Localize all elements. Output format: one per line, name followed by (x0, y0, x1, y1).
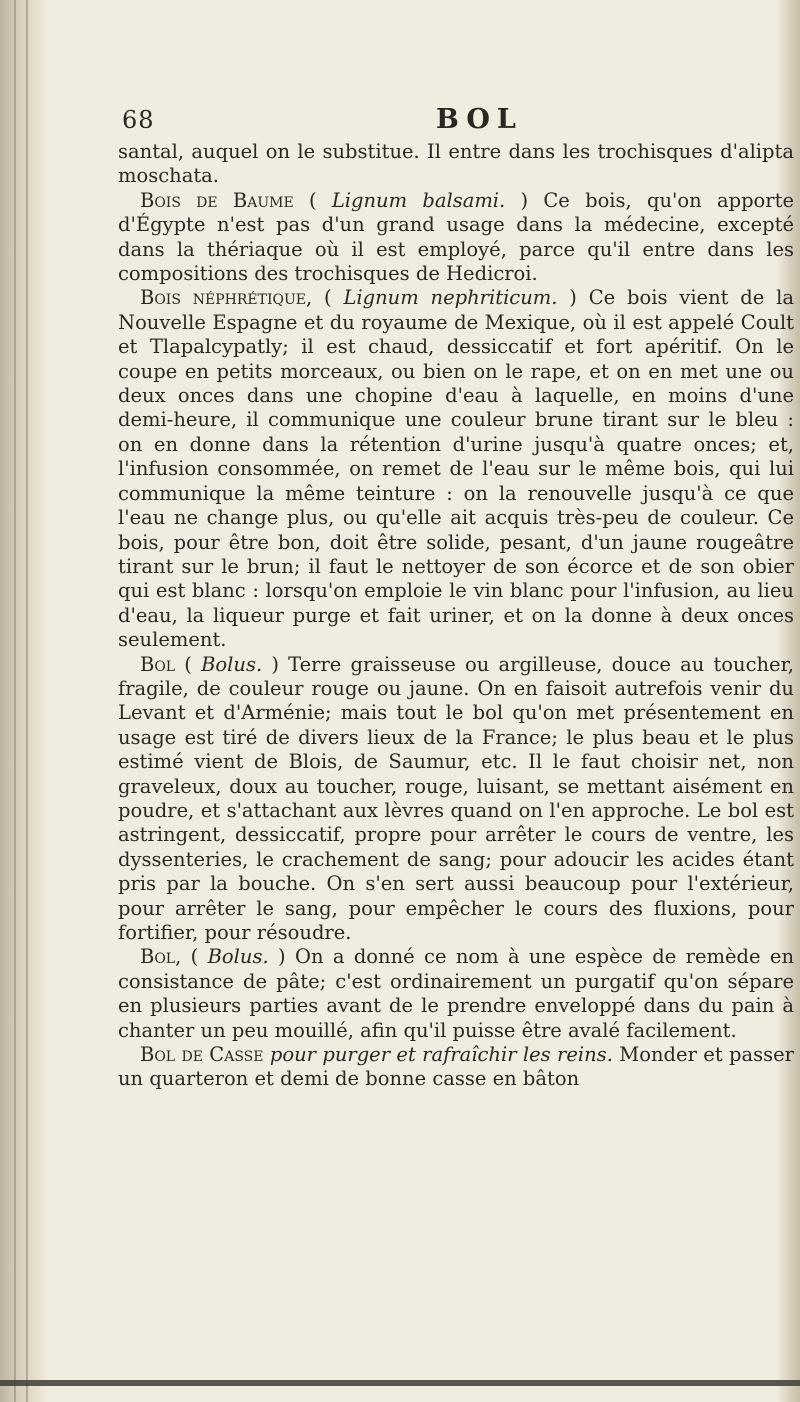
entry-bol-de-casse (118, 1043, 794, 1092)
entry-bois-nephretique: Bois néphrétique, ( Lignum nephriticum. ) Ce bois vient de la Nouvelle Espagne et du royaume de Mexique, où il est appelé Coult et Tlapalcypatly; il est chaud, dessiccatif et fort apéritif. On le coupe en petits morceaux, ou bien on le rape, et on en met une ou deux onces dans une chopine d'eau à laquelle, en moins d'une demi-heure, il communique une couleur brune tirant sur le bleu : on en donne dans la rétention d'urine jusqu'à quatre onces; et, l'infusion consommée, on remet de l'eau sur le même bois, qui lui communique la même teinture : on la renouvelle jusqu'à ce que l'eau ne change plus, ou qu'elle ait acquis très-peu de couleur. Ce bois, pour être bon, doit être solide, pesant, d'un jaune rougeâtre tirant sur le brun; il faut le nettoyer de son écorce et de son obier qui est blanc : lorsqu'on emploie le vin blanc pour l'infusion, au lieu d'eau, la liqueur purge et fait uriner, et on la donne à deux onces seulement. (118, 286, 795, 652)
entry-latin: Bolus. (207, 945, 269, 969)
running-head (118, 100, 794, 140)
entry-head: Bol de Casse (140, 1043, 264, 1067)
entry-bol-remede: Bol, ( Bolus. ) On a donné ce nom à une espèce de remède en consistance de pâte; c'est ordinairement un purgatif qu'on sépare en plusieurs parties avant de le prendre enveloppé dans du pain à chanter un peu mouillé, afin qu'il puisse être avalé facilement. (118, 945, 795, 1042)
binding-line (26, 0, 28, 1402)
entry-head: Bois de Baume (140, 188, 294, 212)
entry-head: Bol (140, 652, 176, 676)
binding-line (14, 0, 16, 1402)
page-number: 68 (122, 106, 155, 134)
entry-text: On a donné ce nom à une espèce de remède en consistance de pâte; c'est ordinairement un purgatif qu'on sépare en plusieurs parties avant de le prendre enveloppé dans du pain à chanter un peu mouillé, afin qu'il puisse être avalé facilement. (118, 945, 795, 1042)
running-head-word: BOL (436, 104, 523, 135)
bottom-rule (0, 1380, 800, 1386)
entry-title: pour purger et rafraîchir les reins. (269, 1043, 613, 1067)
page (118, 100, 794, 1092)
entry-head: Bol (140, 945, 176, 969)
paragraph (118, 140, 794, 189)
entry-latin: Lignum balsami. (331, 188, 506, 212)
entry-latin: Bolus. (201, 652, 263, 676)
entry-text: Ce bois, qu'on apporte d'Égypte n'est pas d'un grand usage dans la médecine, excepté dans la thériaque où il est employé, parce qu'il entre dans les compositions des trochisques de Hedicroi. (118, 188, 794, 286)
entry-bol: Bol ( Bolus. ) Terre graisseuse ou argilleuse, douce au toucher, fragile, de couleur rouge ou jaune. On en faisoit autrefois venir du Levant et d'Arménie; mais tout le bol qu'on met présentement en usage est tiré de divers lieux de la France; le plus beau et le plus estimé vient de Blois, de Saumur, etc. Il le faut choisir net, non graveleux, doux au toucher, rouge, luisant, se mettant aisément en poudre, et s'attachant aux lèvres quand on l'en approche. Le bol est astringent, dessiccatif, propre pour arrêter le cours de ventre, les dyssenteries, le crachement de sang; pour adoucir les acides étant pris par la bouche. On s'en sert aussi beaucoup pour l'extérieur, pour arrêter le sang, pour empêcher le cours des fluxions, pour fortifier, pour résoudre. (118, 652, 794, 944)
body-text (118, 140, 794, 1092)
entry-text: Monder et passer un quarteron et demi de bonne casse en bâton (118, 1043, 795, 1091)
book-binding-shadow (0, 0, 48, 1402)
paragraph-text: santal, auquel on le substitue. Il entre dans les trochisques d'alipta moschata. (118, 140, 794, 188)
entry-latin: Lignum nephriticum. (343, 286, 558, 310)
entry-bois-de-baume: Bois de Baume ( Lignum balsami. ) Ce bois, qu'on apporte d'Égypte n'est pas d'un grand usage dans la médecine, excepté dans la thériaque où il est employé, parce qu'il entre dans les compositions des trochisques de Hedicroi. (118, 188, 794, 286)
entry-head: Bois néphrétique (140, 286, 306, 310)
entry-text: Terre graisseuse ou argilleuse, douce au toucher, fragile, de couleur rouge ou jaune. On en faisoit autrefois venir du Levant et d'Arménie; mais tout le bol qu'on met présentement en usage est tiré de divers lieux de la France; le plus beau et le plus estimé vient de Blois, de Saumur, etc. Il le faut choisir net, non graveleux, doux au toucher, rouge, luisant, se mettant aisément en poudre, et s'attachant aux lèvres quand on l'en approche. Le bol est astringent, dessiccatif, propre pour arrêter le cours de ventre, les dyssenteries, le crachement de sang; pour adoucir les acides étant pris par la bouche. On s'en sert aussi beaucoup pour l'extérieur, pour arrêter le sang, pour empêcher le cours des fluxions, pour fortifier, pour résoudre. (118, 652, 794, 944)
entry-text: Ce bois vient de la Nouvelle Espagne et du royaume de Mexique, où il est appelé Coult et Tlapalcypatly; il est chaud, dessiccatif et fort apéritif. On le coupe en petits morceaux, ou bien on le rape, et on en met une ou deux onces dans une chopine d'eau à laquelle, en moins d'une demi-heure, il communique une couleur brune tirant sur le bleu : on en donne dans la rétention d'urine jusqu'à quatre onces; et, l'infusion consommée, on remet de l'eau sur le même bois, qui lui communique la même teinture : on la renouvelle jusqu'à ce que l'eau ne change plus, ou qu'elle ait acquis très-peu de couleur. Ce bois, pour être bon, doit être solide, pesant, d'un jaune rougeâtre tirant sur le brun; il faut le nettoyer de son écorce et de son obier qui est blanc : lorsqu'on emploie le vin blanc pour l'infusion, au lieu d'eau, la liqueur purge et fait uriner, et on la donne à deux onces seulement. (118, 286, 795, 652)
